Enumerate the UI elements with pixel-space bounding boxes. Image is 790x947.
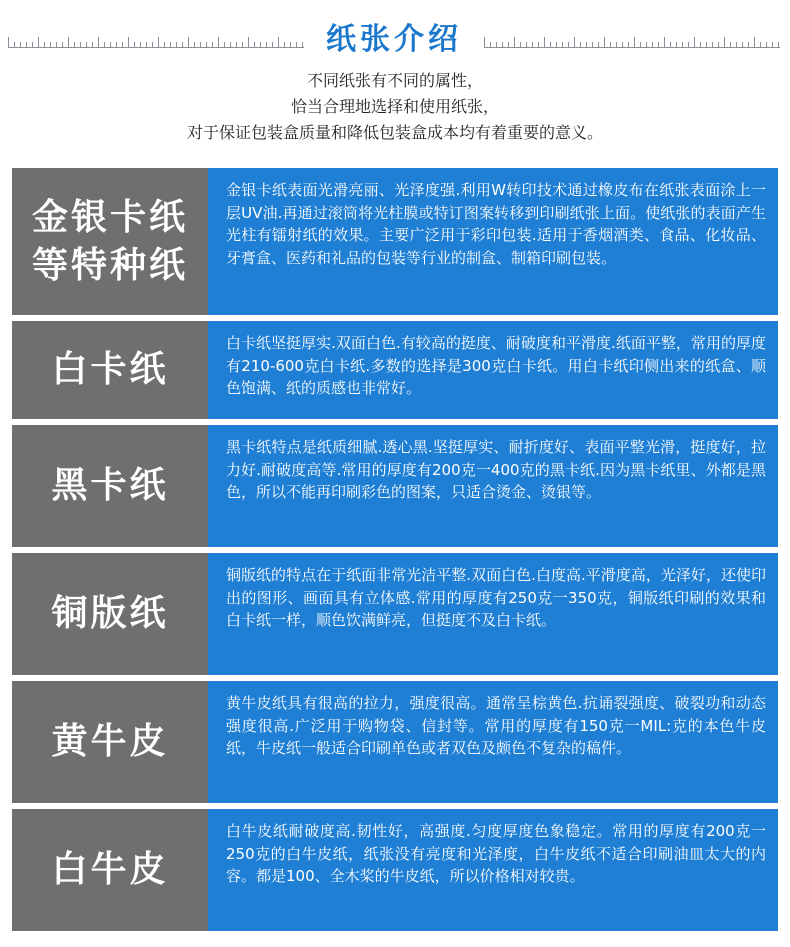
ruler-tick — [128, 37, 129, 48]
ruler-tick — [616, 42, 617, 48]
ruler-tick — [164, 42, 165, 48]
ruler-tick — [634, 37, 635, 48]
paper-name-line: 黄牛皮 — [51, 721, 169, 762]
paper-name — [12, 321, 208, 419]
paper-description: 金银卡纸表面光滑亮丽、光泽度强.利用W转印技术通过橡皮布在纸张表面涂上一层UV油.再通过滚筒将光柱膜或特订图案转移到印刷纸张上面。使纸张的表面产生光柱有镭射纸的效果。主要广泛用于彩印包装.适用于香烟酒类、食品、化妆品、牙膏盒、医药和礼品的包装等行业的制盒、制箱印刷包装。 — [208, 168, 778, 315]
paper-name — [12, 809, 208, 931]
ruler-tick — [32, 42, 33, 48]
ruler-tick — [278, 37, 279, 48]
paper-description: 白牛皮纸耐破度高.韧性好，高强度.匀度厚度色象稳定。常用的厚度有200克一250克的白牛皮纸，纸张没有亮度和光泽度，白牛皮纸不适合印刷油皿太大的内容。都是100、全木桨的牛皮纸，所以价格相对较贵。 — [208, 809, 778, 931]
ruler-tick — [62, 42, 63, 48]
ruler-tick — [628, 42, 629, 48]
ruler-tick — [610, 42, 611, 48]
header — [0, 0, 790, 160]
ruler-tick — [550, 42, 551, 48]
ruler-tick — [212, 42, 213, 48]
paper-name-line: 等特种纸 — [31, 244, 188, 286]
ruler-tick — [778, 42, 779, 48]
ruler-tick — [652, 42, 653, 48]
ruler-tick — [296, 42, 297, 48]
ruler-tick — [194, 42, 195, 48]
paper-card-coated — [12, 553, 778, 675]
ruler-tick — [742, 42, 743, 48]
ruler-tick — [182, 42, 183, 48]
ruler-tick — [236, 42, 237, 48]
ruler-tick — [50, 42, 51, 48]
ruler-tick — [556, 42, 557, 48]
ruler-tick — [760, 42, 761, 48]
paper-list — [12, 168, 778, 937]
paper-card-white-kraft — [12, 809, 778, 931]
ruler-tick — [218, 37, 219, 48]
ruler-tick — [718, 42, 719, 48]
ruler-tick — [116, 42, 117, 48]
ruler-tick — [140, 42, 141, 48]
ruler-tick — [736, 42, 737, 48]
paper-description: 黄牛皮纸具有很高的拉力，强度很高。通常呈棕黄色.抗诵裂强度、破裂功和动态强度很高.广泛用于购物袋、信封等。常用的厚度有150克一MIL:克的本色牛皮纸，牛皮纸一般适合印刷单色或者双色及颇色不复杂的稿件。 — [208, 681, 778, 803]
ruler-tick — [676, 42, 677, 48]
ruler-tick — [694, 37, 695, 48]
ruler-tick — [170, 42, 171, 48]
ruler-tick — [598, 42, 599, 48]
ruler-tick — [574, 37, 575, 48]
paper-card-yellow-kraft — [12, 681, 778, 803]
paper-name — [12, 425, 208, 547]
ruler-tick — [586, 42, 587, 48]
paper-card-black-card — [12, 425, 778, 547]
ruler-tick — [8, 37, 9, 48]
ruler-tick — [122, 42, 123, 48]
ruler-tick — [44, 42, 45, 48]
ruler-tick — [772, 42, 773, 48]
ruler-tick — [592, 42, 593, 48]
ruler-tick — [700, 42, 701, 48]
ruler-tick — [730, 42, 731, 48]
ruler-tick — [284, 42, 285, 48]
ruler-tick — [670, 42, 671, 48]
ruler-tick — [260, 42, 261, 48]
ruler-tick — [20, 42, 21, 48]
ruler-tick — [68, 37, 69, 48]
paper-name — [12, 681, 208, 803]
ruler-tick — [706, 42, 707, 48]
ruler-tick — [272, 42, 273, 48]
ruler-tick — [496, 42, 497, 48]
ruler-tick — [526, 42, 527, 48]
ruler-tick — [562, 42, 563, 48]
ruler-tick — [514, 37, 515, 48]
ruler-tick — [242, 42, 243, 48]
ruler-tick — [664, 37, 665, 48]
ruler-tick — [80, 42, 81, 48]
ruler-tick — [266, 42, 267, 48]
ruler-tick — [200, 42, 201, 48]
paper-name — [12, 168, 208, 315]
paper-card-gold-silver — [12, 168, 778, 315]
paper-name-line: 金银卡纸 — [31, 196, 188, 238]
paper-name-line: 白卡纸 — [51, 349, 169, 390]
ruler-tick — [688, 42, 689, 48]
ruler-tick — [86, 42, 87, 48]
ruler-tick — [224, 42, 225, 48]
paper-description: 铜版纸的特点在于纸面非常光洁平整.双面白色.白度高.平滑度高，光泽好，还使印出的图形、画面具有立体感.常用的厚度有250克一350克，铜版纸印刷的效果和白卡纸一样，顺色饮满鲜亮，但挺度不及白卡纸。 — [208, 553, 778, 675]
intro-line: 恰当合理地选择和使用纸张， — [290, 97, 499, 116]
ruler-tick — [206, 42, 207, 48]
ruler-tick — [254, 42, 255, 48]
ruler-tick — [290, 42, 291, 48]
ruler-tick — [26, 42, 27, 48]
ruler-tick — [712, 42, 713, 48]
ruler-tick — [658, 42, 659, 48]
intro-line: 不同纸张有不同的属性， — [306, 71, 483, 90]
ruler-tick — [74, 42, 75, 48]
ruler-tick — [490, 42, 491, 48]
ruler-tick — [544, 37, 545, 48]
ruler-tick — [646, 42, 647, 48]
ruler-tick — [640, 42, 641, 48]
ruler-tick — [682, 42, 683, 48]
ruler-tick — [724, 37, 725, 48]
ruler-tick — [604, 37, 605, 48]
paper-description: 黑卡纸特点是纸质细腻.透心黑.坚挺厚实、耐折度好、表面平整光滑，挺度好，拉力好.耐破度高等.常用的厚度有200克一400克的黑卡纸.因为黑卡纸里、外都是黑色，所以不能再印刷彩色的图案，只适合烫金、烫银等。 — [208, 425, 778, 547]
ruler-tick — [188, 37, 189, 48]
ruler-tick — [38, 37, 39, 48]
ruler-tick — [176, 42, 177, 48]
ruler-tick — [158, 37, 159, 48]
ruler-tick — [520, 42, 521, 48]
ruler-tick — [110, 42, 111, 48]
ruler-tick — [622, 42, 623, 48]
paper-name — [12, 553, 208, 675]
ruler-decoration-left — [8, 34, 304, 48]
ruler-tick — [748, 42, 749, 48]
ruler-tick — [230, 42, 231, 48]
intro-line: 对于保证包装盒质量和降低包装盒成本均有着重要的意义。 — [186, 123, 603, 142]
ruler-decoration-right — [484, 34, 780, 48]
ruler-tick — [502, 42, 503, 48]
ruler-tick — [766, 42, 767, 48]
intro-text — [0, 68, 790, 146]
ruler-tick — [538, 42, 539, 48]
ruler-tick — [92, 42, 93, 48]
ruler-tick — [532, 42, 533, 48]
ruler-tick — [302, 42, 303, 48]
ruler-tick — [754, 37, 755, 48]
ruler-tick — [134, 42, 135, 48]
paper-name-line: 黑卡纸 — [51, 465, 169, 506]
ruler-tick — [56, 42, 57, 48]
ruler-tick — [14, 42, 15, 48]
paper-card-white-card — [12, 321, 778, 419]
ruler-tick — [146, 42, 147, 48]
ruler-tick — [508, 42, 509, 48]
ruler-tick — [484, 37, 485, 48]
paper-description: 白卡纸坚挺厚实.双面白色.有较高的挺度、耐破度和平滑度.纸面平整，常用的厚度有210-600克白卡纸.多数的选择是300克白卡纸。用白卡纸印侧出来的纸盒、顺色饱满、纸的质感也非常好。 — [208, 321, 778, 419]
paper-name-line: 白牛皮 — [51, 849, 169, 890]
ruler-tick — [580, 42, 581, 48]
ruler-tick — [152, 42, 153, 48]
ruler-tick — [98, 37, 99, 48]
page-title: 纸张介绍 — [326, 22, 462, 57]
paper-name-line: 铜版纸 — [51, 593, 169, 634]
ruler-tick — [104, 42, 105, 48]
ruler-tick — [248, 37, 249, 48]
ruler-tick — [568, 42, 569, 48]
